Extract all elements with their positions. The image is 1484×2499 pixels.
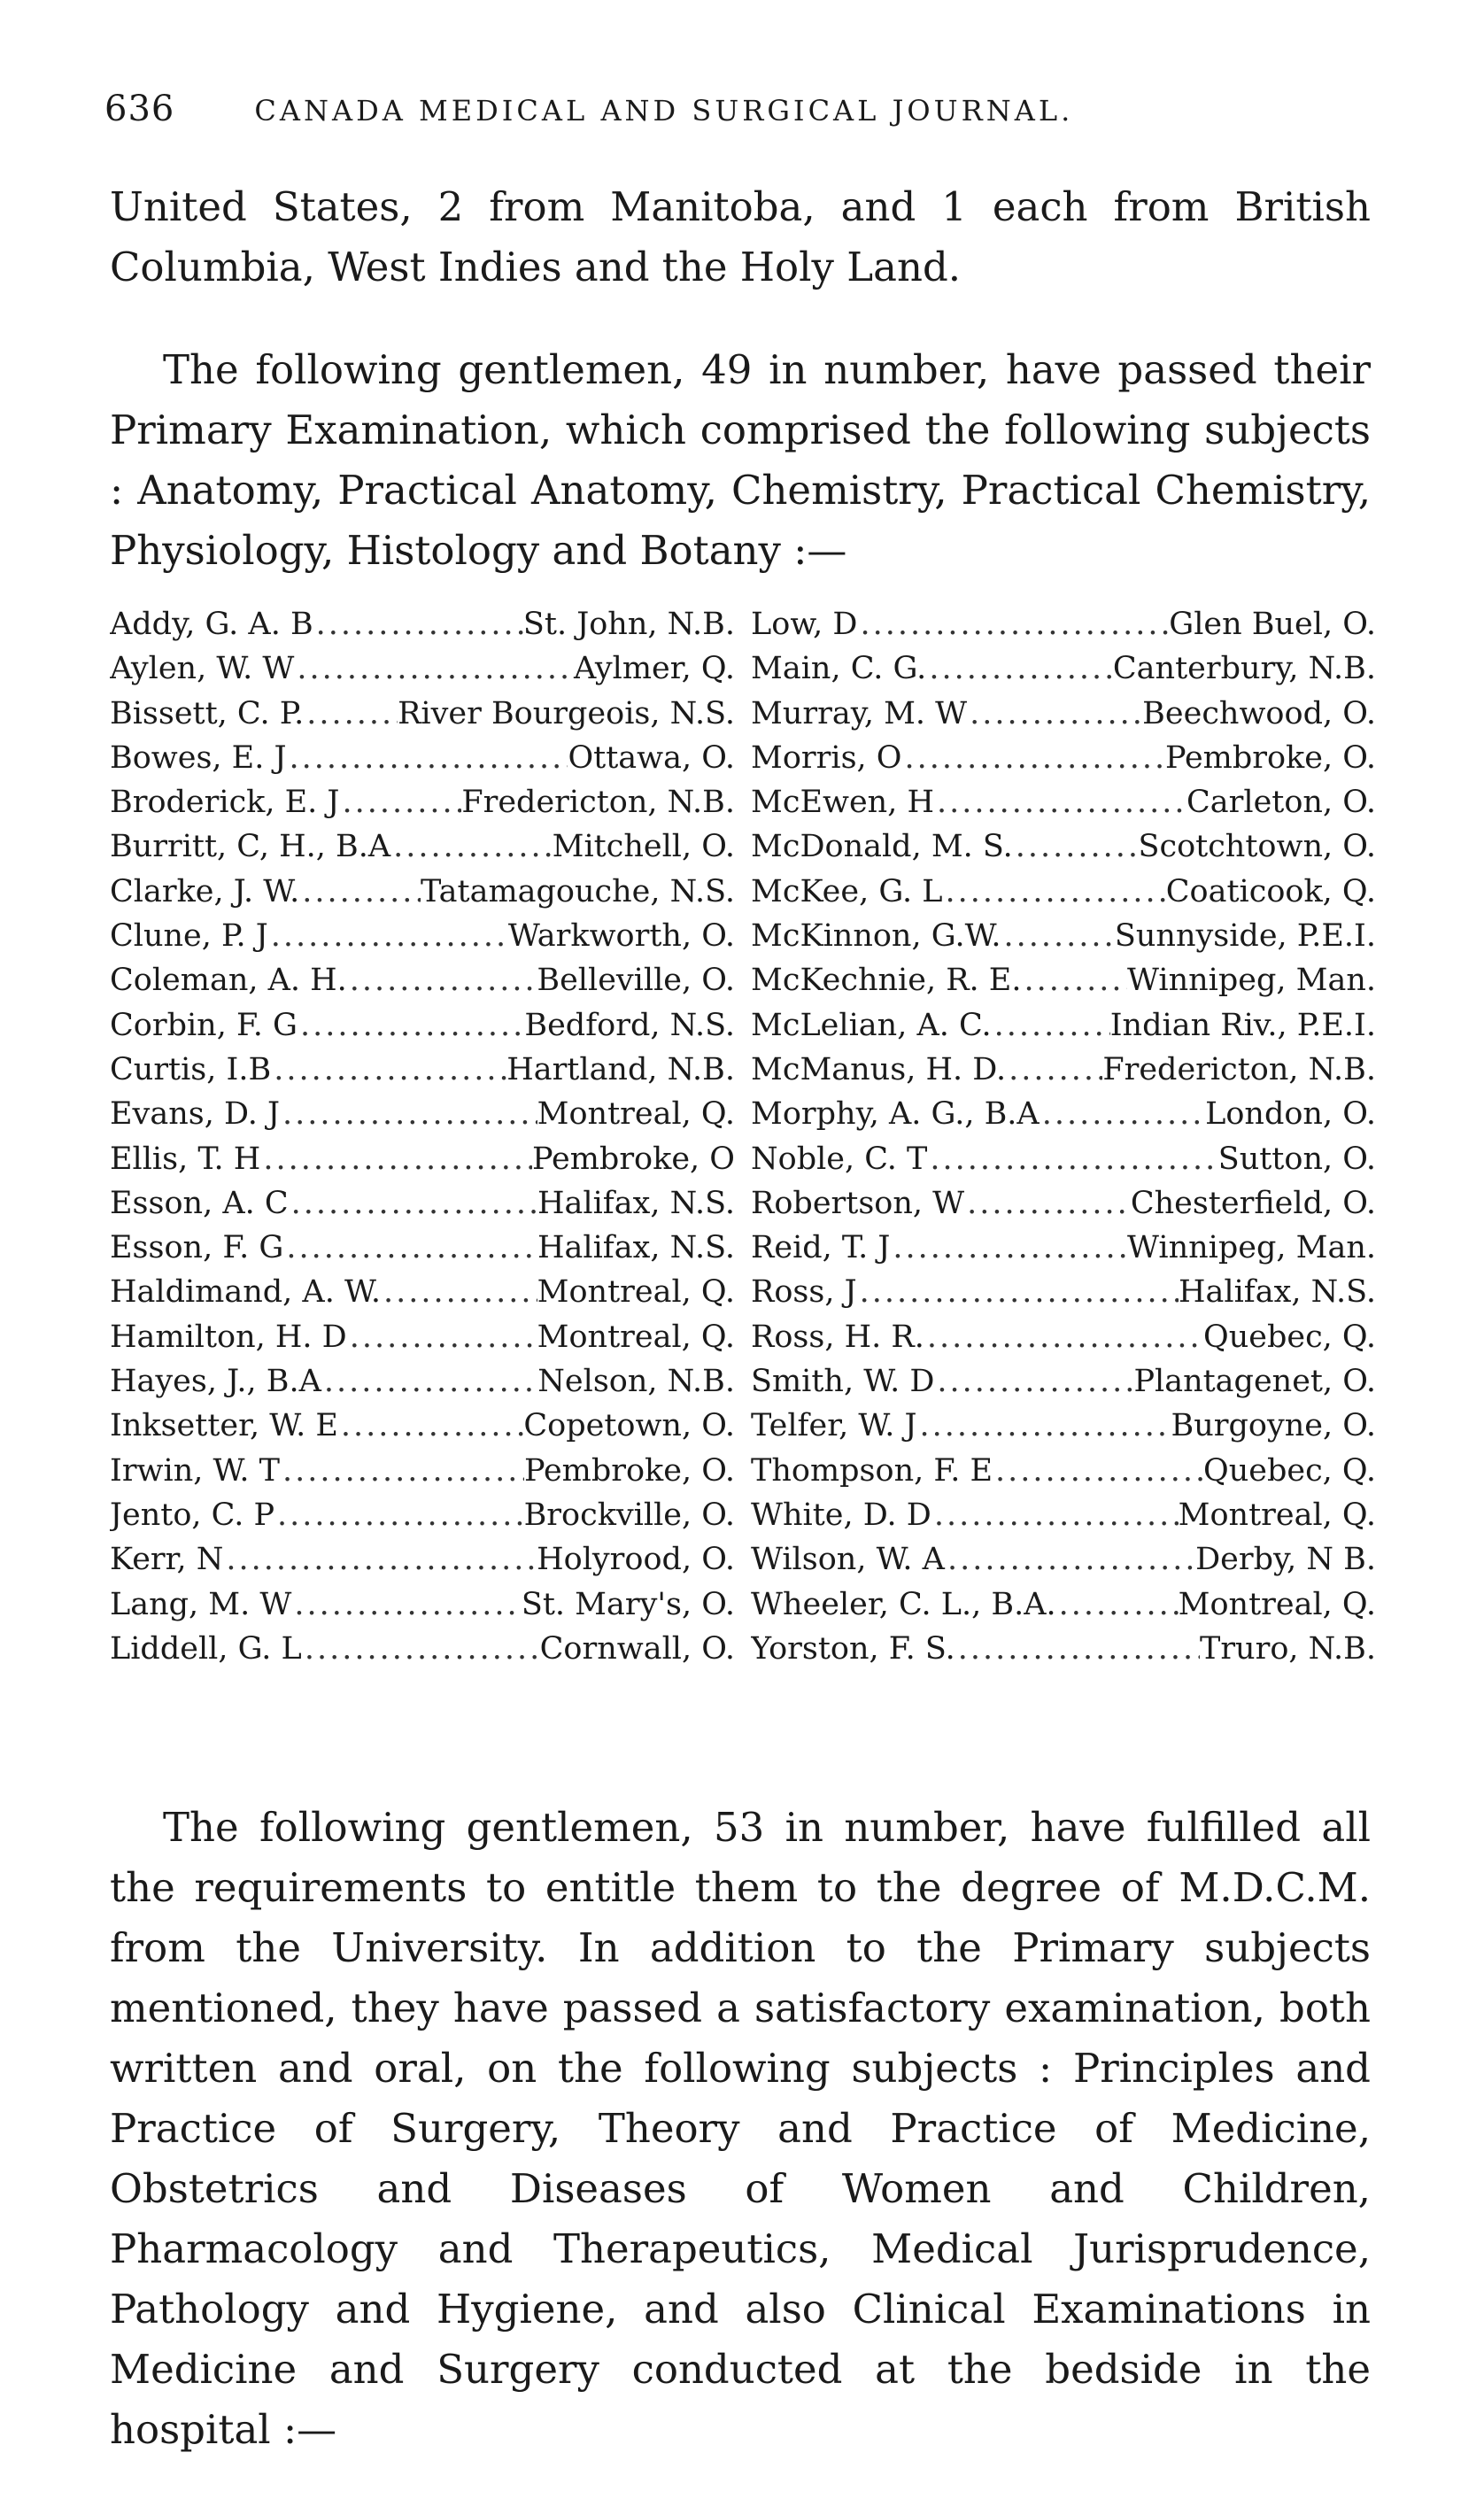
page-number: 636 <box>104 89 175 129</box>
entry-place: Copetown, O. <box>523 1408 735 1444</box>
list-item <box>751 780 1376 824</box>
entry-name: Inksetter, W. E <box>110 1408 338 1444</box>
entry-name: Coleman, A. H. <box>110 963 347 999</box>
list-item <box>751 1226 1376 1270</box>
list-item <box>110 1582 735 1627</box>
list-item <box>751 1315 1376 1359</box>
entry-place: Nelson, N.B. <box>537 1364 735 1400</box>
entry-name: McEwen, H <box>751 785 934 821</box>
entry-name: Bissett, C. P. <box>110 695 305 731</box>
dot-leader <box>992 1003 1110 1048</box>
list-item <box>751 1359 1376 1404</box>
dot-leader <box>943 870 1166 914</box>
dot-leader <box>271 1048 506 1092</box>
entry-name: Thompson, F. E <box>751 1452 993 1489</box>
list-item <box>110 780 735 824</box>
dot-leader <box>857 1270 1179 1314</box>
primary-exam-list <box>110 602 1376 1671</box>
entry-name: Main, C. G. <box>751 651 927 687</box>
dot-leader <box>304 692 398 736</box>
entry-place: Scotchtown, O. <box>1138 829 1376 865</box>
list-item <box>751 1493 1376 1537</box>
dot-leader <box>268 914 508 958</box>
dot-leader <box>934 1359 1133 1404</box>
list-item <box>751 1181 1376 1226</box>
dot-leader <box>927 1137 1217 1181</box>
entry-place: Pembroke, O. <box>523 1452 735 1489</box>
dot-leader <box>289 1181 537 1226</box>
entry-name: Reid, T. J <box>751 1230 891 1266</box>
entry-name: Clarke, J. W. <box>110 873 300 909</box>
dot-leader <box>1056 1582 1179 1627</box>
dot-leader <box>347 1315 537 1359</box>
entry-place: Belleville, O. <box>537 963 735 999</box>
list-item <box>751 1449 1376 1493</box>
dot-leader <box>964 1181 1131 1226</box>
entry-place: River Bourgeois, N.S. <box>398 695 735 731</box>
list-item <box>110 958 735 1002</box>
dot-leader <box>993 1449 1203 1493</box>
dot-leader <box>339 780 461 824</box>
list-item <box>110 1404 735 1448</box>
list-item <box>751 1003 1376 1048</box>
entry-place: Tatamagouche, N.S. <box>421 873 735 909</box>
entry-place: Halifax, N.S. <box>537 1185 735 1221</box>
dot-leader <box>931 1493 1179 1537</box>
entry-place: Ottawa, O. <box>568 739 735 776</box>
entry-place: Indian Riv., P.E.I. <box>1109 1007 1376 1043</box>
entry-place: Montreal, Q. <box>537 1096 735 1133</box>
entry-name: McKinnon, G.W. <box>751 918 1001 955</box>
entry-name: Esson, A. C <box>110 1185 289 1221</box>
list-item <box>751 1404 1376 1448</box>
entry-place: St. Mary's, O. <box>521 1586 735 1622</box>
entry-name: Curtis, I.B <box>110 1051 272 1087</box>
entry-place: Fredericton, N.B. <box>461 785 735 821</box>
entry-name: McDonald, M. S. <box>751 829 1013 865</box>
dot-leader <box>338 1404 523 1448</box>
entry-name: Morphy, A. G., B.A <box>751 1096 1040 1133</box>
entry-place: Holyrood, O. <box>537 1542 735 1578</box>
entry-name: Kerr, N <box>110 1542 224 1578</box>
list-item <box>751 1537 1376 1582</box>
list-item <box>110 914 735 958</box>
list-item <box>110 1359 735 1404</box>
list-item <box>110 1315 735 1359</box>
entry-place: Bedford, N.S. <box>524 1007 735 1043</box>
dot-leader <box>274 1493 524 1537</box>
list-item <box>751 1582 1376 1627</box>
dot-leader <box>313 602 523 646</box>
list-item <box>751 1137 1376 1181</box>
dot-leader <box>283 1226 537 1270</box>
entry-name: Wilson, W. A <box>751 1542 945 1578</box>
entry-place: Coaticook, Q. <box>1165 873 1376 909</box>
dot-leader <box>1040 1092 1205 1136</box>
list-item <box>110 602 735 646</box>
entry-name: Ross, H. R. <box>751 1319 924 1355</box>
entry-name: Robertson, W <box>751 1185 965 1221</box>
entry-place: Pembroke, O. <box>1164 739 1376 776</box>
list-item <box>751 914 1376 958</box>
dot-leader <box>1006 1048 1102 1092</box>
entry-name: Liddell, G. L <box>110 1630 302 1667</box>
dot-leader <box>926 646 1113 691</box>
entry-name: Burritt, C, H., B.A <box>110 829 391 865</box>
list-item <box>110 1137 735 1181</box>
entry-name: Morris, O <box>751 739 902 776</box>
entry-name: Esson, F. G <box>110 1230 284 1266</box>
entry-name: Wheeler, C. L., B.A. <box>751 1586 1056 1622</box>
dot-leader <box>280 1449 524 1493</box>
dot-leader <box>857 602 1169 646</box>
entry-place: Beechwood, O. <box>1142 695 1376 731</box>
dot-leader <box>280 1092 537 1136</box>
list-item <box>110 1092 735 1136</box>
page-header <box>104 89 1369 142</box>
entry-name: McManus, H. D. <box>751 1051 1007 1087</box>
dot-leader <box>302 1627 540 1671</box>
list-item <box>751 646 1376 691</box>
entry-name: Haldimand, A. W. <box>110 1274 381 1311</box>
entry-name: Bowes, E. J <box>110 739 287 776</box>
primary-exam-paragraph: The following gentlemen, 49 in number, have passed their Primary Examination, which comprised the following subjects : Anatomy, Practical Anatomy, Chemistry, Practical Chemistry, Physiology, Histology and Botany :— <box>110 346 1371 574</box>
entry-place: Montreal, Q. <box>537 1274 735 1311</box>
entry-name: Ross, J <box>751 1274 857 1311</box>
dot-leader <box>287 736 568 780</box>
dot-leader <box>390 824 553 869</box>
list-item <box>110 1003 735 1048</box>
list-item <box>110 736 735 780</box>
dot-leader <box>916 1404 1171 1448</box>
entry-name: Evans, D. J <box>110 1096 281 1133</box>
dot-leader <box>321 1359 537 1404</box>
running-title: CANADA MEDICAL AND SURGICAL JOURNAL. <box>254 94 1074 128</box>
entry-name: McKee, G. L <box>751 873 943 909</box>
entry-name: Hamilton, H. D <box>110 1319 347 1355</box>
entry-place: Cornwall, O. <box>539 1630 735 1667</box>
entry-place: Halifax, N.S. <box>537 1230 735 1266</box>
dot-leader <box>1001 914 1115 958</box>
dot-leader <box>299 870 421 914</box>
list-item <box>110 1226 735 1270</box>
entry-place: Chesterfield, O. <box>1130 1185 1376 1221</box>
list-item <box>110 870 735 914</box>
list-item <box>110 1449 735 1493</box>
dot-leader <box>1021 958 1127 1002</box>
entry-place: Montreal, Q. <box>1178 1586 1376 1622</box>
list-item <box>110 1270 735 1314</box>
dot-leader <box>945 1537 1195 1582</box>
entry-name: Jento, C. P <box>110 1497 275 1533</box>
list-item <box>110 1048 735 1092</box>
entry-name: McKechnie, R. E. <box>751 963 1022 999</box>
entry-name: Hayes, J., B.A <box>110 1364 321 1400</box>
entry-name: Smith, W. D <box>751 1364 935 1400</box>
entry-place: Carleton, O. <box>1186 785 1376 821</box>
entry-name: Noble, C. T <box>751 1141 928 1177</box>
entry-name: Irwin, W. T <box>110 1452 280 1489</box>
entry-name: Yorston, F. S. <box>751 1630 955 1667</box>
entry-place: Derby, N B. <box>1195 1542 1376 1578</box>
list-item <box>751 824 1376 869</box>
dot-leader <box>967 692 1142 736</box>
entry-place: Canterbury, N.B. <box>1112 651 1376 687</box>
entry-name: Aylen, W. W <box>110 651 295 687</box>
entry-place: London, O. <box>1205 1096 1376 1133</box>
entry-place: Warkworth, O. <box>507 918 735 955</box>
dot-leader <box>223 1537 537 1582</box>
list-item <box>751 870 1376 914</box>
entry-place: Halifax, N.S. <box>1179 1274 1376 1311</box>
entry-place: Quebec, Q. <box>1203 1319 1376 1355</box>
entry-place: Hartland, N.B. <box>506 1051 735 1087</box>
list-item <box>751 692 1376 736</box>
entry-place: Burgoyne, O. <box>1171 1408 1376 1444</box>
entry-place: Mitchell, O. <box>552 829 735 865</box>
dot-leader <box>890 1226 1127 1270</box>
entry-place: Aylmer, Q. <box>574 651 735 687</box>
entry-name: Addy, G. A. B <box>110 607 313 642</box>
entry-place: Sutton, O. <box>1217 1141 1376 1177</box>
dot-leader <box>901 736 1164 780</box>
list-item <box>751 1092 1376 1136</box>
dot-leader <box>260 1137 532 1181</box>
entry-place: Plantagenet, O. <box>1133 1364 1376 1400</box>
entry-name: White, D. D <box>751 1497 931 1533</box>
entry-place: Truro, N.B. <box>1199 1630 1376 1667</box>
list-item <box>110 1181 735 1226</box>
dot-leader <box>298 1003 524 1048</box>
entry-name: Murray, M. W <box>751 695 968 731</box>
entry-name: Low, D <box>751 607 858 642</box>
intro-paragraph: United States, 2 from Manitoba, and 1 each from British Columbia, West Indies and the Holy Land. <box>110 183 1371 290</box>
entry-place: Fredericton, N.B. <box>1102 1051 1376 1087</box>
list-item <box>751 736 1376 780</box>
list-item <box>751 958 1376 1002</box>
dot-leader <box>347 958 537 1002</box>
entry-place: Winnipeg, Man. <box>1127 963 1376 999</box>
entry-name: Corbin, F. G <box>110 1007 298 1043</box>
entry-place: Brockville, O. <box>523 1497 735 1533</box>
degree-paragraph: The following gentlemen, 53 in number, have fulfilled all the requirements to entitle them to the degree of M.D.C.M. from the University. In addition to the Primary subjects mentioned, they have passed a satisfactory examination, both written and oral, on the following subjects : Principles and Practice of Surgery, Theory and Practice of Medicine, Obstetrics and Diseases of Women and Children, Pharmacology and Therapeutics, Medical Jurisprudence, Pathology and Hygiene, and also Clinical Examinations in Medicine and Surgery conducted at the bedside in the hospital :— <box>110 1804 1371 2453</box>
entry-place: Montreal, Q. <box>537 1319 735 1355</box>
entry-name: Telfer, W. J <box>751 1408 917 1444</box>
entry-name: McLelian, A. C. <box>751 1007 992 1043</box>
list-item <box>110 646 735 691</box>
entry-name: Clune, P. J <box>110 918 268 955</box>
list-item <box>751 1048 1376 1092</box>
entry-place: St. John, N.B. <box>522 607 735 642</box>
dot-leader <box>924 1315 1203 1359</box>
list-item <box>110 1537 735 1582</box>
list-item <box>751 602 1376 646</box>
entry-place: Pembroke, O <box>532 1141 735 1177</box>
dot-leader <box>1013 824 1139 869</box>
dot-leader <box>934 780 1186 824</box>
entry-place: Winnipeg, Man. <box>1127 1230 1376 1266</box>
list-item <box>110 1627 735 1671</box>
entry-name: Lang, M. W <box>110 1586 292 1622</box>
entry-name: Ellis, T. H <box>110 1141 261 1177</box>
entry-place: Quebec, Q. <box>1203 1452 1376 1489</box>
list-item <box>110 692 735 736</box>
entry-place: Glen Buel, O. <box>1169 607 1376 642</box>
list-item <box>110 824 735 869</box>
list-column-left <box>110 602 735 1671</box>
list-item <box>751 1270 1376 1314</box>
list-item <box>751 1627 1376 1671</box>
list-item <box>110 1493 735 1537</box>
entry-place: Sunnyside, P.E.I. <box>1114 918 1376 955</box>
dot-leader <box>955 1627 1200 1671</box>
dot-leader <box>294 646 574 691</box>
entry-name: Broderick, E. J <box>110 785 340 821</box>
entry-place: Montreal, Q. <box>1178 1497 1376 1533</box>
dot-leader <box>291 1582 522 1627</box>
dot-leader <box>381 1270 537 1314</box>
list-column-right <box>751 602 1376 1671</box>
